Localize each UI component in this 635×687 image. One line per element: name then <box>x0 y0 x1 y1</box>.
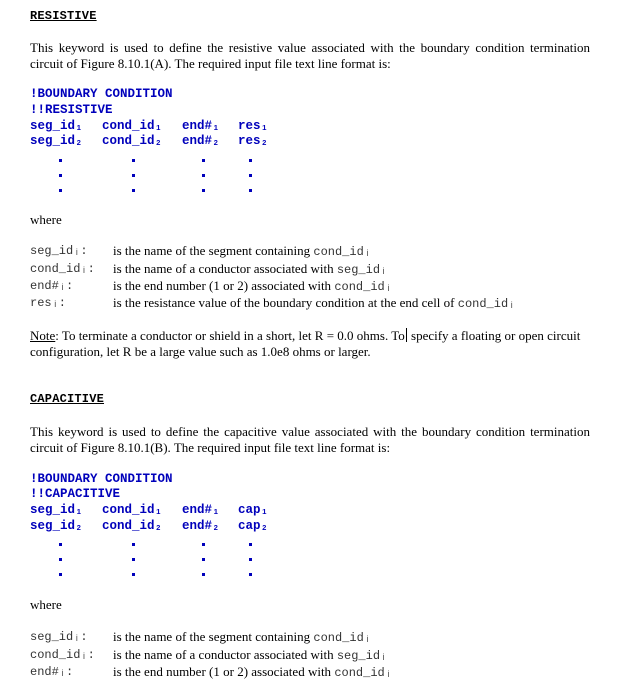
ellipsis-dot <box>132 573 135 576</box>
resistive-def-term: end#ᵢ: <box>30 279 74 293</box>
ellipsis-dot <box>202 159 205 162</box>
ellipsis-dot <box>249 573 252 576</box>
ellipsis-dot <box>249 159 252 162</box>
resistive-row1-end: end#₁ <box>182 119 220 133</box>
capacitive-row2-end: end#₂ <box>182 519 220 533</box>
ellipsis-dot <box>202 174 205 177</box>
capacitive-intro: This keyword is used to define the capacitive value associated with the boundary condition termination circuit of Figure 8.10.1(B). The required input file text line format is: <box>30 424 590 455</box>
ellipsis-dot <box>249 543 252 546</box>
capacitive-row1-cond: cond_id₁ <box>102 503 163 517</box>
resistive-row1-cond: cond_id₁ <box>102 119 163 133</box>
ellipsis-dot <box>59 159 62 162</box>
capacitive-row2-cond: cond_id₂ <box>102 519 163 533</box>
resistive-code-line1: !BOUNDARY CONDITION <box>30 87 173 101</box>
capacitive-def-term: end#ᵢ: <box>30 665 74 679</box>
resistive-def-desc: is the end number (1 or 2) associated with cond_idᵢ <box>113 278 392 294</box>
ellipsis-dot <box>132 159 135 162</box>
resistive-def-desc: is the name of a conductor associated with seg_idᵢ <box>113 261 388 277</box>
ellipsis-dot <box>202 558 205 561</box>
capacitive-def-desc: is the name of the segment containing cond_idᵢ <box>113 629 371 645</box>
ellipsis-dot <box>59 558 62 561</box>
ellipsis-dot <box>132 189 135 192</box>
ellipsis-dot <box>59 543 62 546</box>
text-cursor <box>406 328 407 342</box>
capacitive-row2-cap: cap₂ <box>238 519 269 533</box>
resistive-row1-seg: seg_id₁ <box>30 119 83 133</box>
resistive-row2-cond: cond_id₂ <box>102 134 163 148</box>
capacitive-heading: CAPACITIVE <box>30 392 105 406</box>
ellipsis-dot <box>132 174 135 177</box>
ellipsis-dot <box>249 174 252 177</box>
ellipsis-dot <box>132 543 135 546</box>
capacitive-def-desc: is the end number (1 or 2) associated with cond_idᵢ <box>113 664 392 680</box>
ellipsis-dot <box>249 558 252 561</box>
ellipsis-dot <box>249 189 252 192</box>
capacitive-def-desc: is the name of a conductor associated with seg_idᵢ <box>113 647 388 663</box>
capacitive-row2-seg: seg_id₂ <box>30 519 83 533</box>
resistive-def-term: seg_idᵢ: <box>30 244 88 258</box>
resistive-def-term: resᵢ: <box>30 296 67 310</box>
capacitive-row1-cap: cap₁ <box>238 503 269 517</box>
ellipsis-dot <box>59 573 62 576</box>
resistive-def-desc: is the resistance value of the boundary condition at the end cell of cond_idᵢ <box>113 295 516 311</box>
ellipsis-dot <box>202 189 205 192</box>
ellipsis-dot <box>202 543 205 546</box>
resistive-row2-res: res₂ <box>238 134 269 148</box>
ellipsis-dot <box>59 189 62 192</box>
resistive-note: Note: To terminate a conductor or shield in a short, let R = 0.0 ohms. To specify a floating or open circuit configuration, let R be a large value such as 1.0e8 ohms or larger. <box>30 328 581 359</box>
ellipsis-dot <box>202 573 205 576</box>
capacitive-def-term: seg_idᵢ: <box>30 630 88 644</box>
resistive-def-term: cond_idᵢ: <box>30 262 95 276</box>
resistive-intro: This keyword is used to define the resistive value associated with the boundary condition termination circuit of Figure 8.10.1(A). The required input file text line format is: <box>30 40 590 71</box>
resistive-heading: RESISTIVE <box>30 9 97 23</box>
capacitive-code-line2: !!CAPACITIVE <box>30 487 121 501</box>
ellipsis-dot <box>132 558 135 561</box>
resistive-row2-seg: seg_id₂ <box>30 134 83 148</box>
resistive-where: where <box>30 212 62 227</box>
resistive-def-desc: is the name of the segment containing cond_idᵢ <box>113 243 371 259</box>
ellipsis-dot <box>59 174 62 177</box>
capacitive-code-line1: !BOUNDARY CONDITION <box>30 472 173 486</box>
resistive-row2-end: end#₂ <box>182 134 220 148</box>
resistive-code-line2: !!RESISTIVE <box>30 103 113 117</box>
capacitive-where: where <box>30 597 62 612</box>
capacitive-row1-seg: seg_id₁ <box>30 503 83 517</box>
resistive-row1-res: res₁ <box>238 119 269 133</box>
capacitive-row1-end: end#₁ <box>182 503 220 517</box>
capacitive-def-term: cond_idᵢ: <box>30 648 95 662</box>
